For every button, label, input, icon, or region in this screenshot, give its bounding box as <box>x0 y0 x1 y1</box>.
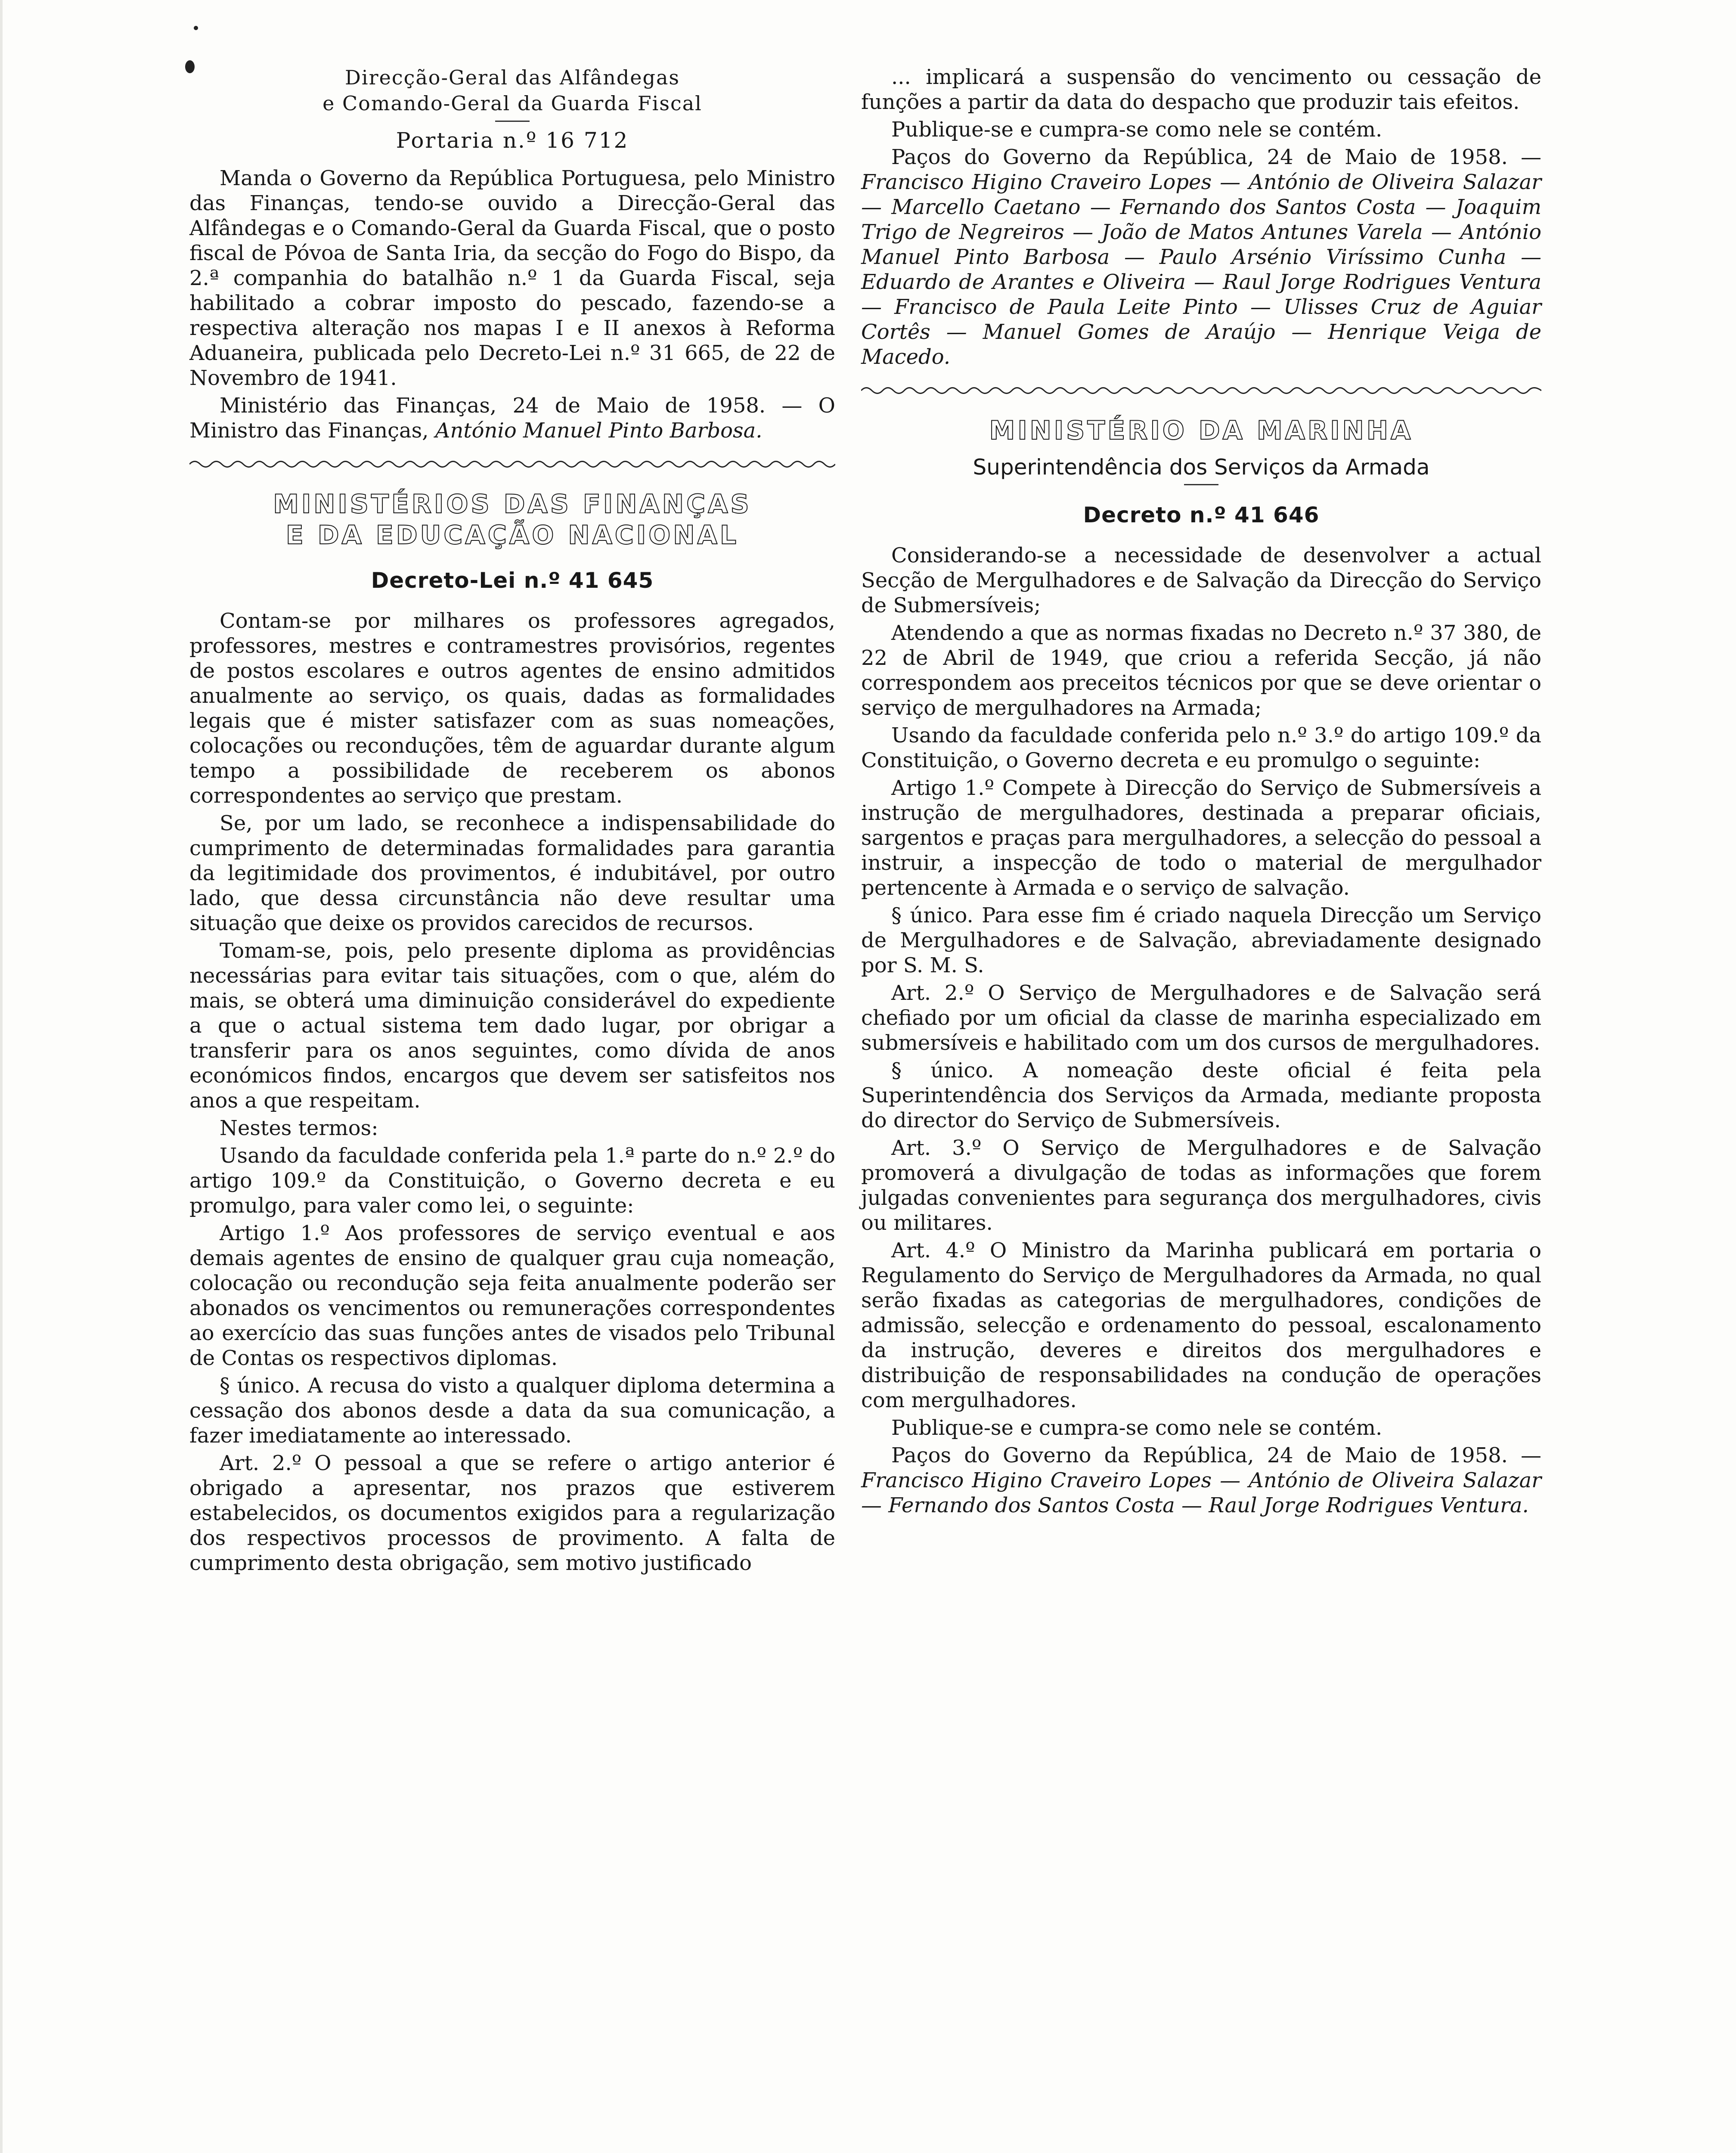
signature-names: Francisco Higino Craveiro Lopes — António de Oliveira Salazar — Marcello Caetano — Fernando dos Santos Costa — Joaquim Trigo de Negreiros — João de Matos Antunes Varela — António Manuel Pinto Barbosa — Paulo Arsénio Viríssimo Cunha — Eduardo de Arantes e Oliveira — Raul Jorge Rodrigues Ventura — Francisco de Paula Leite Pinto — Ulisses Cruz de Aguiar Cortês — Manuel Gomes de Araújo — Henrique Veiga de Macedo. <box>861 170 1541 369</box>
decree-paragraph: Considerando-se a necessidade de desenvolver a actual Secção de Mergulhadores e de Salvação da Direcção do Serviço de Submersíveis; <box>861 543 1541 617</box>
decree-article: Artigo 1.º Aos professores de serviço eventual e aos demais agentes de ensino de qualquer grau cuja nomeação, colocação ou recondução seja feita anualmente poderão ser abonados os vencimentos ou remunerações correspondentes ao exercício das suas funções antes de visados pelo Tribunal de Contas os respectivos diplomas. <box>189 1221 835 1370</box>
decree-article: Artigo 1.º Compete à Direcção do Serviço de Submersíveis a instrução de mergulhadores, destinada a preparar oficiais, sargentos e praças para mergulhadores, a selecção do pessoal a instruir, a inspecção de todo o material de mergulhador pertencente à Armada e o serviço de salvação. <box>861 776 1541 900</box>
portaria-header-line-2: e Comando-Geral da Guarda Fiscal <box>322 92 702 115</box>
ministry-title-marinha: MINISTÉRIO DA MARINHA <box>989 416 1414 446</box>
decree-article: § único. A recusa do visto a qualquer diploma determina a cessação dos abonos desde a data da sua comunicação, a fazer imediatamente ao interessado. <box>189 1374 835 1448</box>
portaria-signature-name: António Manuel Pinto Barbosa. <box>435 419 763 443</box>
superintendence-title: Superintendência dos Serviços da Armada <box>973 455 1430 480</box>
decree-paragraph: Tomam-se, pois, pelo presente diploma as providências necessárias para evitar tais situações, com o que, além do mais, se obterá uma diminuição considerável do expediente a que o actual sistema tem dado lugar, por obrigar a transferir para os anos seguintes, como dívida de anos económicos findos, encargos que devem ser satisfeitos nos anos a que respeitam. <box>189 939 835 1113</box>
decree-paragraph: Contam-se por milhares os professores agregados, professores, mestres e contramestres provisórios, regentes de postos escolares e outros agentes de ensino admitidos anualmente ao serviço, os quais, dadas as formalidades legais que é mister satisfazer com as suas nomeações, colocações ou reconduções, têm de aguardar durante algum tempo a possibilidade de receberem os abonos correspondentes ao serviço que prestam. <box>189 609 835 808</box>
separator-dash <box>1184 484 1218 485</box>
decree-title-marinha: Decreto n.º 41 646 <box>1083 503 1320 527</box>
decree-paragraph: Se, por um lado, se reconhece a indispensabilidade do cumprimento de determinadas formalidades para garantia da legitimidade dos provimentos, é indubitável, por outro lado, que dessa circunstância não deve resultar uma situação que deixe os providos carecidos de recursos. <box>189 811 835 935</box>
portaria-body: Manda o Governo da República Portuguesa, pelo Ministro das Finanças, tendo-se ouvido a Direcção-Geral das Alfândegas e o Comando-Geral da Guarda Fiscal, que o posto fiscal de Póvoa de Santa Iria, da secção do Fogo do Bispo, da 2.ª companhia do batalhão n.º 1 da Guarda Fiscal, seja habilitado a cobrar imposto do pescado, fazendo-se a respectiva alteração nos mapas I e II anexos à Reforma Aduaneira, publicada pelo Decreto-Lei n.º 31 665, de 22 de Novembro de 1941. <box>189 166 835 390</box>
decree-paragraph: Nestes termos: <box>220 1116 378 1140</box>
ministry-title-line-2: E DA EDUCAÇÃO NACIONAL <box>285 520 739 550</box>
decree-paragraph: Usando da faculdade conferida pela 1.ª parte do n.º 2.º do artigo 109.º da Constituição, o Governo decreta e eu promulgo, para valer como lei, o seguinte: <box>189 1144 835 1218</box>
final-signature-intro: Paços do Governo da República, 24 de Maio de 1958. — <box>891 1443 1541 1467</box>
publication-formula: Publique-se e cumpra-se como nele se contém. <box>891 118 1383 142</box>
continued-paragraph: ... implicará a suspensão do vencimento ou cessação de funções a partir da data do despacho que produzir tais efeitos. <box>861 65 1541 114</box>
decree-article: Art. 2.º O pessoal a que se refere o artigo anterior é obrigado a apresentar, nos prazos que estiverem estabelecidos, os documentos exigidos para a regularização dos respectivos processos de provimento. A falta de cumprimento desta obrigação, sem motivo justificado <box>189 1451 835 1575</box>
decree-paragraph: Usando da faculdade conferida pelo n.º 3.º do artigo 109.º da Constituição, o Governo decreta e eu promulgo o seguinte: <box>861 723 1541 772</box>
decree-article: Art. 2.º O Serviço de Mergulhadores e de Salvação será chefiado por um oficial da classe de marinha especializado em submersíveis e habilitado com um dos cursos de mergulhadores. <box>861 981 1541 1055</box>
right-column <box>861 65 1541 1520</box>
signature-intro: Paços do Governo da República, 24 de Maio de 1958. — <box>891 145 1541 169</box>
final-signature-names: Francisco Higino Craveiro Lopes — António de Oliveira Salazar — Fernando dos Santos Costa — Raul Jorge Rodrigues Ventura. <box>861 1468 1541 1517</box>
portaria-title: Portaria n.º 16 712 <box>396 128 629 153</box>
publication-formula: Publique-se e cumpra-se como nele se contém. <box>891 1416 1383 1440</box>
decree-article: Art. 4.º O Ministro da Marinha publicará em portaria o Regulamento do Serviço de Mergulhadores da Armada, no qual serão fixadas as categorias de mergulhadores, condições de admissão, selecção e ordenamento do pessoal, escalonamento da instrução, deveres e direitos dos mergulhadores e distribuição de responsabilidades na condução de operações com mergulhadores. <box>861 1238 1541 1412</box>
separator-dash <box>495 121 530 122</box>
decree-paragraph: Atendendo a que as normas fixadas no Decreto n.º 37 380, de 22 de Abril de 1949, que criou a referida Secção, já não correspondem aos preceitos técnicos por que se deve orientar o serviço de mergulhadores na Armada; <box>861 621 1541 720</box>
left-column <box>189 65 835 1578</box>
scan-mark <box>194 26 198 30</box>
decree-article: § único. Para esse fim é criado naquela Direcção um Serviço de Mergulhadores e de Salvação, abreviadamente designado por S. M. S. <box>861 903 1541 977</box>
decree-title: Decreto-Lei n.º 41 645 <box>371 568 654 593</box>
portaria-signature-text: Ministério das Finanças, 24 de Maio de 1958. — O Ministro das Finanças, <box>189 394 835 443</box>
final-signatures <box>861 1443 1541 1518</box>
wavy-divider <box>189 459 835 470</box>
portaria-signature <box>189 393 835 443</box>
portaria-header-line-1: Direcção-Geral das Alfândegas <box>345 66 680 89</box>
wavy-divider <box>861 385 1541 396</box>
decree-article: § único. A nomeação deste oficial é feita pela Superintendência dos Serviços da Armada, mediante proposta do director do Serviço de Submersíveis. <box>861 1058 1541 1132</box>
government-signatures <box>861 145 1541 369</box>
decree-article: Art. 3.º O Serviço de Mergulhadores e de Salvação promoverá a divulgação de todas as informações que forem julgadas convenientes para segurança dos mergulhadores, civis ou militares. <box>861 1136 1541 1235</box>
ministry-title-line-1: MINISTÉRIOS DAS FINANÇAS <box>273 489 752 519</box>
